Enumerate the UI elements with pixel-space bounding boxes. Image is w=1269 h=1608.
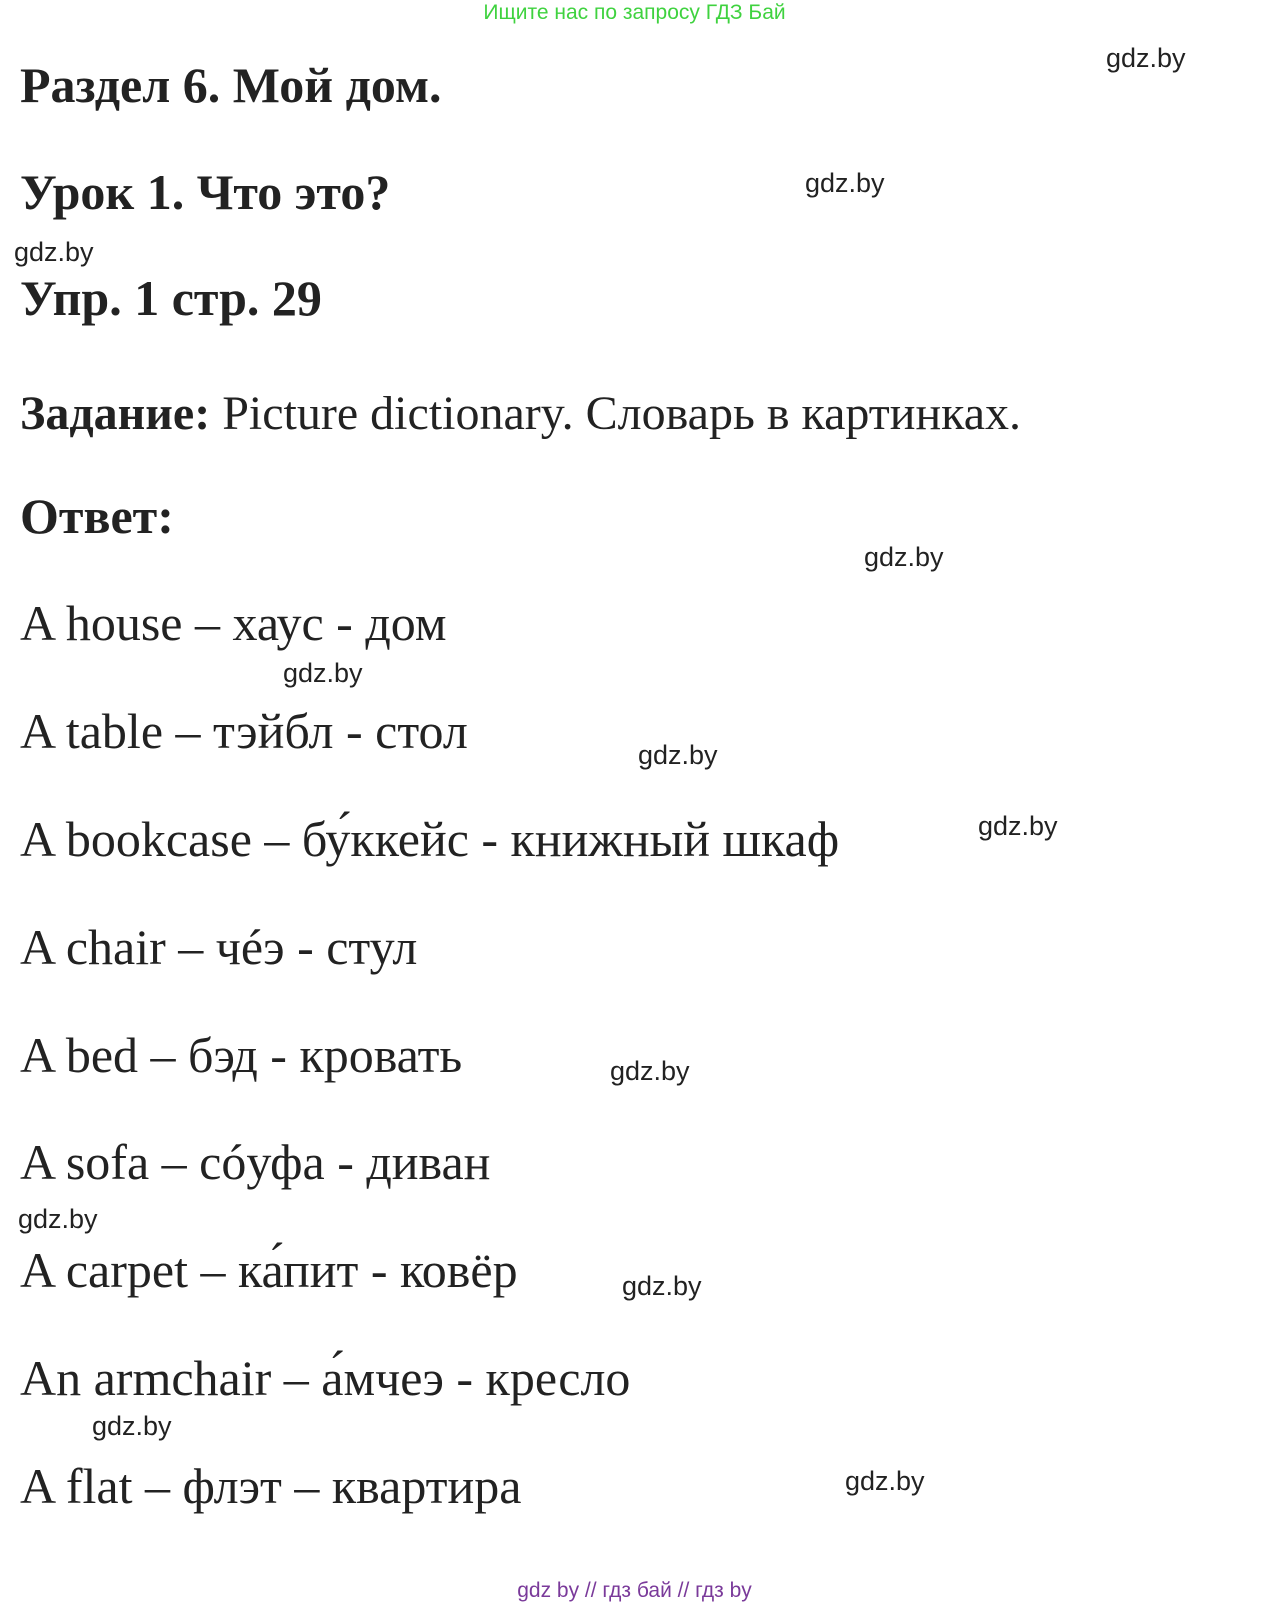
vocab-item-flat: A flat – флэт – квартира xyxy=(20,1458,522,1514)
watermark: gdz.by xyxy=(638,740,718,770)
exercise-title: Упр. 1 стр. 29 xyxy=(20,270,322,326)
watermark: gdz.by xyxy=(283,658,363,688)
watermark: gdz.by xyxy=(610,1056,690,1086)
task-text: Picture dictionary. Словарь в картинках. xyxy=(210,387,1022,440)
lesson-title: Урок 1. Что это? xyxy=(20,164,391,220)
vocab-item-sofa: A sofa – сóуфа - диван xyxy=(20,1134,491,1190)
vocab-item-carpet: A carpet – ка́пит - ковёр xyxy=(20,1242,518,1298)
answer-label: Ответ: xyxy=(20,488,174,544)
vocab-item-armchair: An armchair – а́мчеэ - кресло xyxy=(20,1350,631,1406)
vocab-item-table: A table – тэйбл - стол xyxy=(20,703,468,759)
vocab-item-bookcase: A bookcase – бу́ккейс - книжный шкаф xyxy=(20,811,840,867)
footer-links: gdz by // гдз бай // гдз by xyxy=(517,1579,752,1602)
watermark: gdz.by xyxy=(14,237,94,267)
watermark: gdz.by xyxy=(864,542,944,572)
watermark: gdz.by xyxy=(978,811,1058,841)
watermark: gdz.by xyxy=(805,168,885,198)
section-title: Раздел 6. Мой дом. xyxy=(20,57,442,113)
vocab-item-house: A house – хаус - дом xyxy=(20,595,447,651)
task xyxy=(20,385,1021,443)
watermark: gdz.by xyxy=(845,1466,925,1496)
watermark: gdz.by xyxy=(92,1411,172,1441)
task-label: Задание: xyxy=(20,387,211,440)
top-banner: Ищите нас по запросу ГДЗ Бай xyxy=(483,1,786,24)
watermark: gdz.by xyxy=(622,1271,702,1301)
watermark: gdz.by xyxy=(1106,43,1186,73)
vocab-item-bed: A bed – бэд - кровать xyxy=(20,1027,463,1083)
vocab-item-chair: A chair – чéэ - стул xyxy=(20,919,418,975)
watermark: gdz.by xyxy=(18,1204,98,1234)
